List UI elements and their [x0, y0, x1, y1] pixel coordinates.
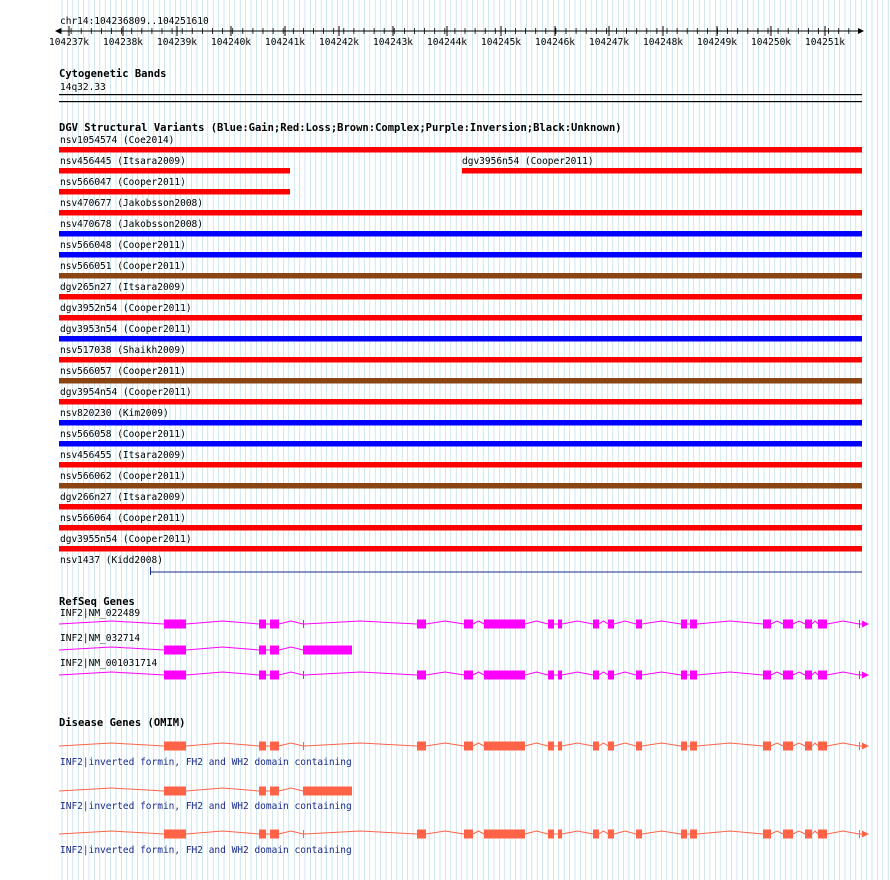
- ruler-tick-label: 104240k: [210, 37, 252, 48]
- gene-exon: [859, 620, 860, 628]
- dgv-variant-bar: [462, 168, 862, 174]
- gene-exon: [303, 742, 304, 750]
- refseq-gene-label: INF2|NM_022489: [60, 608, 141, 619]
- dgv-variant-label: dgv3953n54 (Cooper2011): [60, 324, 192, 335]
- gene-exon: [690, 671, 697, 680]
- gene-exon: [690, 830, 697, 839]
- gene-exon: [681, 671, 687, 680]
- gene-exon: [593, 742, 599, 751]
- dgv-variant-label: dgv266n27 (Itsara2009): [60, 492, 186, 503]
- gene-exon: [818, 830, 827, 839]
- gene-exon: [859, 742, 860, 750]
- dgv-variant-bar: [59, 336, 862, 342]
- gene-exon: [608, 830, 614, 839]
- gene-exon: [783, 830, 793, 839]
- dgv-variant-bar: [59, 399, 862, 405]
- dgv-variant-label: dgv3956n54 (Cooper2011): [462, 156, 594, 167]
- gene-exon: [417, 742, 426, 751]
- gene-exon: [763, 620, 771, 629]
- dgv-variant-bar: [59, 168, 290, 174]
- dgv-track: [59, 122, 862, 575]
- gene-exon: [763, 671, 771, 680]
- gene-exon: [270, 671, 279, 680]
- gene-exon: [464, 671, 473, 680]
- dgv-variant-bar: [59, 546, 862, 552]
- gene-exon: [259, 830, 266, 839]
- ruler-tick-label: 104248k: [642, 37, 684, 48]
- gene-exon: [636, 671, 642, 680]
- gene-exon: [805, 671, 812, 680]
- dgv-variant-label: nsv566051 (Cooper2011): [60, 261, 186, 272]
- dgv-variant-bar: [59, 147, 862, 153]
- refseq-title: RefSeq Genes: [59, 596, 135, 608]
- dgv-variant-bar: [59, 231, 862, 237]
- gene-exon: [636, 742, 642, 751]
- dgv-variant-bar: [59, 252, 862, 258]
- dgv-variant-bar: [59, 315, 862, 321]
- dgv-variant-bar: [59, 273, 862, 279]
- dgv-variant-label: nsv470678 (Jakobsson2008): [60, 219, 203, 230]
- gene-exon: [593, 830, 599, 839]
- strand-arrow-icon: [862, 743, 869, 750]
- gene-exon: [548, 671, 554, 680]
- dgv-variant-label: nsv566062 (Cooper2011): [60, 471, 186, 482]
- gene-exon: [859, 830, 860, 838]
- gene-exon: [690, 742, 697, 751]
- gene-exon: [164, 830, 186, 839]
- ruler-tick-label: 104243k: [372, 37, 414, 48]
- strand-arrow-icon: [862, 672, 869, 679]
- gene-exon: [484, 620, 525, 629]
- omim-gene-label: INF2|inverted formin, FH2 and WH2 domain containing: [60, 801, 352, 812]
- cytoband-label: 14q32.33: [60, 82, 106, 93]
- dgv-variant-label: dgv3954n54 (Cooper2011): [60, 387, 192, 398]
- dgv-variant-label: dgv265n27 (Itsara2009): [60, 282, 186, 293]
- dgv-variant-label: dgv3952n54 (Cooper2011): [60, 303, 192, 314]
- gene-exon: [548, 620, 554, 629]
- dgv-variant-label: nsv1054574 (Coe2014): [60, 135, 175, 146]
- gene-exon: [417, 620, 426, 629]
- dgv-variant-label: nsv566064 (Cooper2011): [60, 513, 186, 524]
- dgv-variant-label: nsv1437 (Kidd2008): [60, 555, 163, 566]
- position-label: chr14:104236809..104251610: [60, 16, 209, 27]
- dgv-variant-label: nsv820230 (Kim2009): [60, 408, 169, 419]
- gene-exon: [417, 671, 426, 680]
- dgv-variant-label: nsv470677 (Jakobsson2008): [60, 198, 203, 209]
- ruler-tick-label: 104244k: [426, 37, 468, 48]
- ruler-tick-label: 104249k: [696, 37, 738, 48]
- dgv-variant-label: nsv566047 (Cooper2011): [60, 177, 186, 188]
- ruler-tick-label: 104238k: [102, 37, 144, 48]
- dgv-variant-label: nsv456445 (Itsara2009): [60, 156, 186, 167]
- gene-exon: [417, 830, 426, 839]
- gene-exon: [303, 646, 352, 655]
- gene-exon: [558, 830, 562, 839]
- dgv-variant-bar: [59, 462, 862, 468]
- gene-exon: [763, 742, 771, 751]
- gene-exon: [690, 620, 697, 629]
- refseq-gene-label: INF2|NM_001031714: [60, 658, 158, 669]
- gene-exon: [259, 620, 266, 629]
- dgv-variant-bar: [59, 441, 862, 447]
- dgv-variant-label: nsv517038 (Shaikh2009): [60, 345, 186, 356]
- gene-exon: [164, 742, 186, 751]
- gene-exon: [859, 671, 860, 679]
- gene-exon: [636, 830, 642, 839]
- gene-exon: [763, 830, 771, 839]
- gene-exon: [558, 620, 562, 629]
- gene-exon: [558, 742, 562, 751]
- gene-exon: [783, 742, 793, 751]
- dgv-variant-bar: [59, 525, 862, 531]
- dgv-variants: [59, 135, 862, 575]
- dgv-variant-bar: [59, 189, 290, 195]
- gene-exon: [818, 620, 827, 629]
- gene-exon: [270, 646, 279, 655]
- gene-exon: [818, 742, 827, 751]
- ruler-tick-label: 104241k: [264, 37, 306, 48]
- dgv-variant-bar: [59, 294, 862, 300]
- gene-exon: [805, 620, 812, 629]
- ruler-arrow-left: [55, 28, 61, 34]
- gene-exon: [164, 671, 186, 680]
- gene-exon: [270, 787, 279, 796]
- gene-exon: [558, 671, 562, 680]
- gene-exon: [259, 787, 266, 796]
- gene-exon: [484, 830, 525, 839]
- ruler-tick-label: 104239k: [156, 37, 198, 48]
- dgv-variant-bar: [59, 420, 862, 426]
- gene-exon: [259, 742, 266, 751]
- gene-exon: [259, 646, 266, 655]
- dgv-variant-bar: [59, 357, 862, 363]
- cytoband-line-top: [59, 94, 862, 95]
- ruler-tick-label: 104237k: [48, 37, 90, 48]
- gene-exon: [783, 671, 793, 680]
- gene-exon: [259, 671, 266, 680]
- gene-exon: [818, 671, 827, 680]
- dgv-variant-bar: [59, 378, 862, 384]
- dgv-title: DGV Structural Variants (Blue:Gain;Red:Loss;Brown:Complex;Purple:Inversion;Black:Unknown): [59, 122, 622, 134]
- gene-exon: [270, 620, 279, 629]
- gene-exon: [464, 830, 473, 839]
- dgv-variant-bar: [59, 504, 862, 510]
- dgv-variant-label: dgv3955n54 (Cooper2011): [60, 534, 192, 545]
- gene-exon: [484, 671, 525, 680]
- gene-exon: [608, 671, 614, 680]
- omim-gene-label: INF2|inverted formin, FH2 and WH2 domain containing: [60, 845, 352, 856]
- gene-exon: [593, 620, 599, 629]
- gene-exon: [548, 742, 554, 751]
- gene-exon: [303, 830, 304, 838]
- gene-exon: [484, 742, 525, 751]
- gene-exon: [805, 830, 812, 839]
- gene-exon: [303, 787, 352, 796]
- ruler-tick-label: 104242k: [318, 37, 360, 48]
- dgv-variant-label: nsv566058 (Cooper2011): [60, 429, 186, 440]
- strand-arrow-icon: [862, 621, 869, 628]
- dgv-variant-label: nsv566048 (Cooper2011): [60, 240, 186, 251]
- cytoband-line-bottom: [59, 101, 862, 102]
- gene-exon: [464, 742, 473, 751]
- gene-exon: [464, 620, 473, 629]
- gene-exon: [608, 620, 614, 629]
- cytoband-title: Cytogenetic Bands: [59, 68, 167, 80]
- dgv-variant-label: nsv456455 (Itsara2009): [60, 450, 186, 461]
- gene-exon: [636, 620, 642, 629]
- gene-exon: [164, 620, 186, 629]
- dgv-variant-bar: [59, 483, 862, 489]
- gene-exon: [681, 742, 687, 751]
- ruler-tick-label: 104250k: [750, 37, 792, 48]
- dgv-variant-bar: [59, 210, 862, 216]
- strand-arrow-icon: [862, 831, 869, 838]
- gene-exon: [805, 742, 812, 751]
- gene-exon: [270, 742, 279, 751]
- gene-exon: [681, 620, 687, 629]
- gene-exon: [270, 830, 279, 839]
- gene-exon: [608, 742, 614, 751]
- refseq-gene-label: INF2|NM_032714: [60, 633, 141, 644]
- ruler-tick-label: 104245k: [480, 37, 522, 48]
- cytoband-track: [59, 68, 862, 102]
- gene-exon: [303, 671, 304, 679]
- omim-gene-label: INF2|inverted formin, FH2 and WH2 domain containing: [60, 757, 352, 768]
- gene-exon: [303, 620, 304, 628]
- gene-exon: [783, 620, 793, 629]
- gene-exon: [164, 646, 186, 655]
- ruler-tick-label: 104251k: [804, 37, 846, 48]
- dgv-variant-label: nsv566057 (Cooper2011): [60, 366, 186, 377]
- gene-exon: [593, 671, 599, 680]
- omim-title: Disease Genes (OMIM): [59, 717, 186, 729]
- gene-exon: [681, 830, 687, 839]
- ruler-tick-label: 104246k: [534, 37, 576, 48]
- ruler-tick-label: 104247k: [588, 37, 630, 48]
- gene-exon: [164, 787, 186, 796]
- gene-exon: [548, 830, 554, 839]
